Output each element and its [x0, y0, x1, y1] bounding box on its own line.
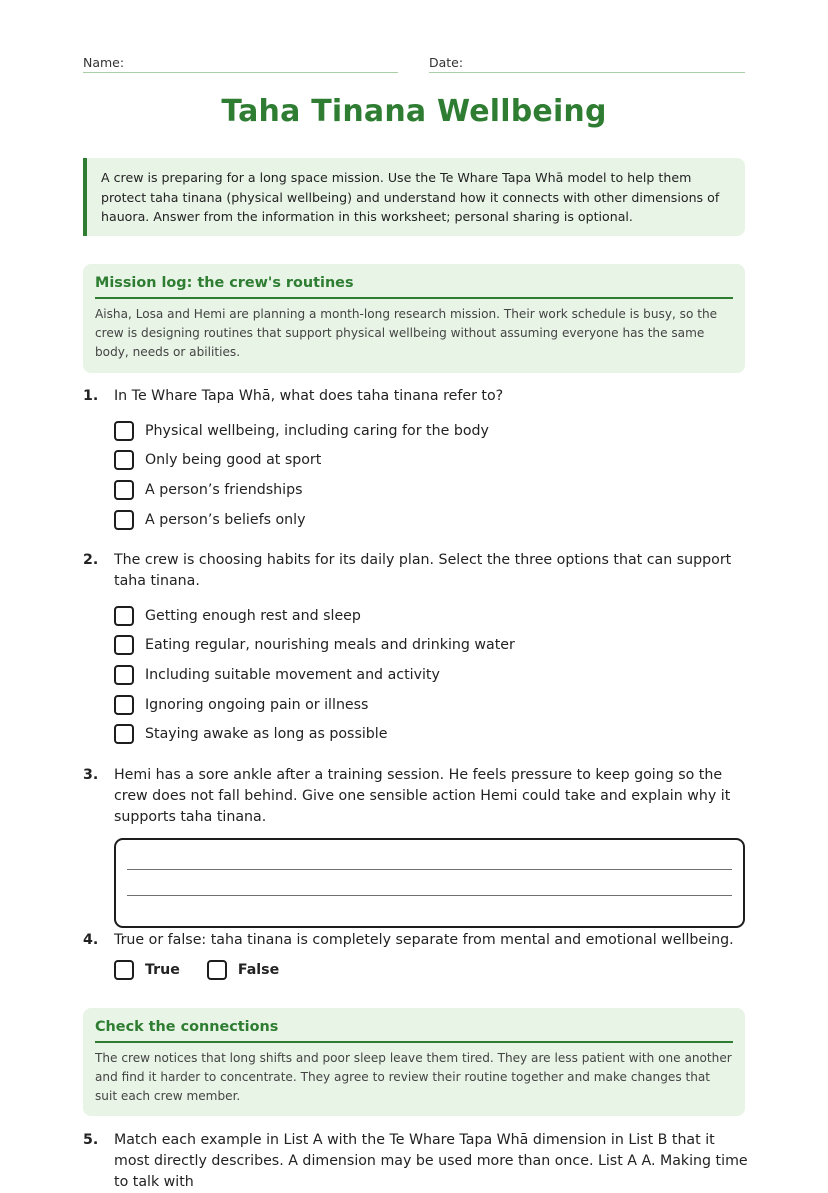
question-number: 3. [83, 767, 99, 783]
option-checkbox[interactable] [114, 724, 134, 744]
option-label: Physical wellbeing, including caring for the body [145, 422, 489, 439]
question-5 [83, 1130, 748, 1193]
option-row [114, 690, 748, 720]
date-label: Date: [429, 55, 464, 70]
question-number: 4. [83, 932, 99, 948]
false-label: False [237, 962, 280, 978]
answer-line [127, 869, 732, 870]
panel-text: Aisha, Losa and Hemi are planning a month-long research mission. Their work schedule is busy, so the crew is designing routines that support physical wellbeing without assuming everyone has the same body, needs or abilities. [95, 307, 718, 359]
question-number: 1. [83, 388, 99, 404]
question-3 [83, 765, 748, 928]
option-row [114, 505, 748, 535]
option-label: Including suitable movement and activity [145, 666, 440, 683]
false-option [207, 960, 279, 980]
option-label: Ignoring ongoing pain or illness [145, 696, 369, 713]
option-checkbox[interactable] [114, 450, 134, 470]
true-checkbox[interactable] [114, 960, 134, 980]
answer-line [127, 895, 732, 896]
option-checkbox[interactable] [114, 665, 134, 685]
panel-text: The crew notices that long shifts and poor sleep leave them tired. They are less patient with one another and find it harder to concentrate. They agree to review their routine together and make changes that suit each crew member. [95, 1051, 732, 1103]
option-row [114, 631, 748, 661]
question-text: In Te Whare Tapa Whā, what does taha tinana refer to? [114, 388, 504, 404]
option-label: Getting enough rest and sleep [145, 607, 361, 624]
panel-heading: Check the connections [95, 1019, 733, 1043]
option-checkbox[interactable] [114, 480, 134, 500]
option-label: A person’s friendships [145, 481, 303, 498]
question-text: Hemi has a sore ankle after a training session. He feels pressure to keep going so the crew does not fall behind. Give one sensible action Hemi could take and explain why it supports taha tinana. [114, 767, 731, 825]
option-checkbox[interactable] [114, 421, 134, 441]
page-title: Taha Tinana Wellbeing [221, 94, 607, 129]
option-row [114, 660, 748, 690]
true-option [114, 960, 180, 980]
option-row [114, 601, 748, 631]
option-label: A person’s beliefs only [145, 511, 306, 528]
option-checkbox[interactable] [114, 510, 134, 530]
question-number: 2. [83, 552, 99, 568]
option-label: Staying awake as long as possible [145, 726, 388, 743]
panel-heading: Mission log: the crew's routines [95, 275, 733, 299]
question-4 [83, 930, 748, 980]
option-row [114, 446, 748, 476]
option-row [114, 719, 748, 749]
mission-log-panel [83, 264, 745, 373]
question-text: The crew is choosing habits for its daily plan. Select the three options that can support taha tinana. [114, 552, 732, 589]
question-number: 5. [83, 1132, 99, 1148]
false-checkbox[interactable] [207, 960, 227, 980]
option-label: Eating regular, nourishing meals and drinking water [145, 637, 515, 654]
connections-panel [83, 1008, 745, 1116]
option-checkbox[interactable] [114, 635, 134, 655]
question-2 [83, 550, 748, 749]
option-checkbox[interactable] [114, 695, 134, 715]
true-label: True [145, 962, 180, 978]
question-1 [83, 386, 748, 534]
option-row [114, 416, 748, 446]
name-field[interactable] [83, 52, 398, 73]
name-label: Name: [83, 55, 125, 70]
question-text: True or false: taha tinana is completely separate from mental and emotional wellbeing. [114, 932, 734, 948]
question-text: Match each example in List A with the Te Whare Tapa Whā dimension in List B that it most directly describes. A dimension may be used more than once. List A A. Making time to talk with [114, 1132, 748, 1190]
option-checkbox[interactable] [114, 606, 134, 626]
option-row [114, 475, 748, 505]
date-field[interactable] [429, 52, 745, 73]
intro-callout: A crew is preparing for a long space mission. Use the Te Whare Tapa Whā model to help them protect taha tinana (physical wellbeing) and understand how it connects with other dimensions of hauora. Answer from the information in this worksheet; personal sharing is optional. [83, 158, 745, 236]
option-label: Only being good at sport [145, 452, 322, 469]
answer-box[interactable] [114, 838, 745, 928]
